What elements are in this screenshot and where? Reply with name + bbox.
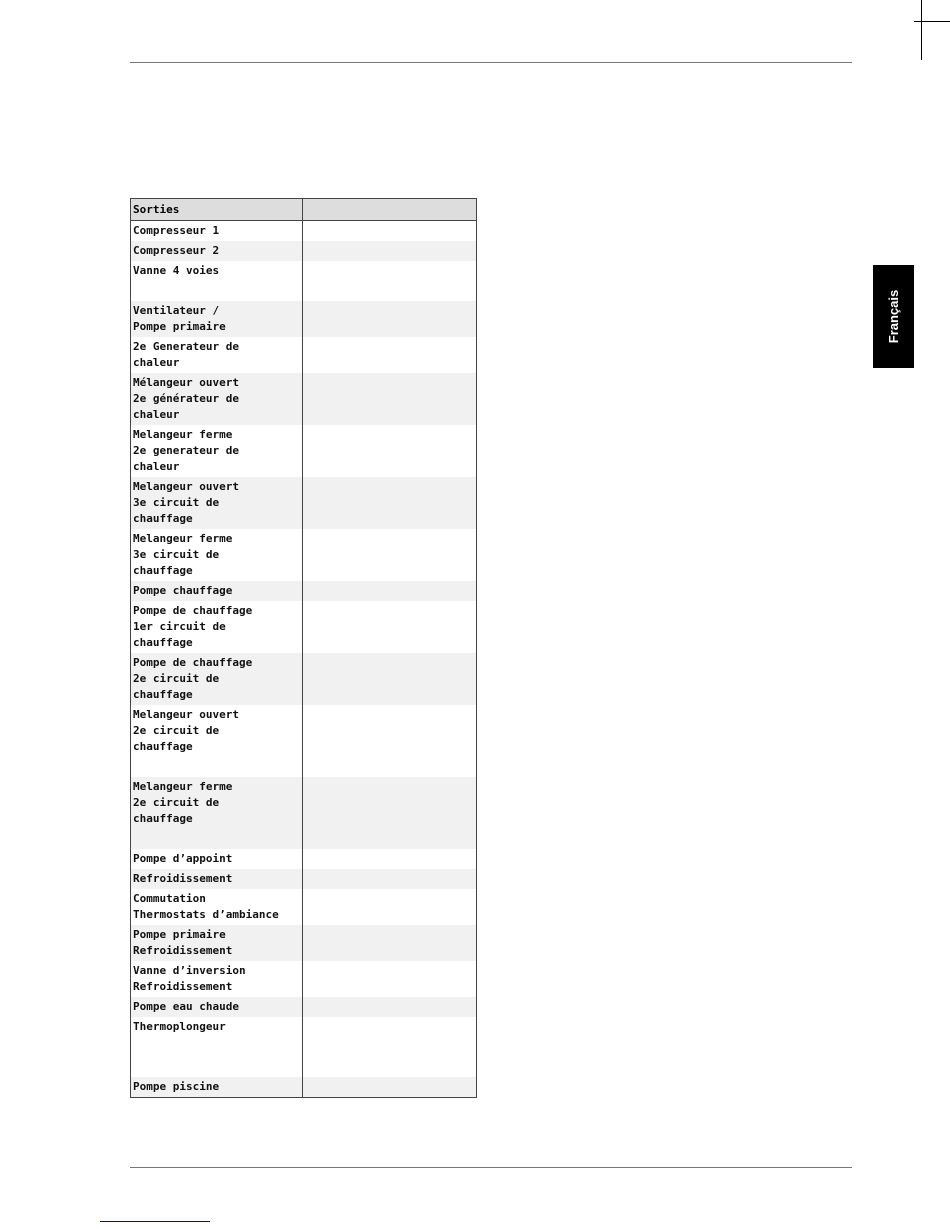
- row-label: Pompe d’appoint: [131, 849, 303, 869]
- table-row: [131, 705, 477, 777]
- crop-mark-horizontal: [914, 21, 950, 22]
- table-row: [131, 425, 477, 477]
- table-row: [131, 925, 477, 961]
- row-label: Vanne 4 voies: [131, 261, 303, 301]
- row-label: Pompe piscine: [131, 1077, 303, 1098]
- row-value: [303, 425, 477, 477]
- footer-rule: [130, 1167, 852, 1168]
- row-value: [303, 1077, 477, 1098]
- row-label: 2e Generateur de chaleur: [131, 337, 303, 373]
- row-label: Melangeur ferme 2e generateur de chaleur: [131, 425, 303, 477]
- row-label: Pompe chauffage: [131, 581, 303, 601]
- table-row: [131, 261, 477, 301]
- row-value: [303, 373, 477, 425]
- row-value: [303, 869, 477, 889]
- row-value: [303, 777, 477, 849]
- table-row: [131, 961, 477, 997]
- row-value: [303, 889, 477, 925]
- row-value: [303, 1017, 477, 1077]
- header-blank: [303, 199, 477, 221]
- row-label: Melangeur ferme 2e circuit de chauffage: [131, 777, 303, 849]
- table-row: [131, 301, 477, 337]
- crop-mark-vertical: [921, 0, 922, 60]
- language-tab: [873, 265, 914, 368]
- row-label: Melangeur ouvert 3e circuit de chauffage: [131, 477, 303, 529]
- row-label: Refroidissement: [131, 869, 303, 889]
- table-row: [131, 241, 477, 261]
- table-row: [131, 337, 477, 373]
- row-value: [303, 529, 477, 581]
- table-header-row: [131, 199, 477, 221]
- row-value: [303, 601, 477, 653]
- table-row: [131, 373, 477, 425]
- row-label: Compresseur 2: [131, 241, 303, 261]
- header-rule: [130, 62, 852, 63]
- row-value: [303, 653, 477, 705]
- table-row: [131, 581, 477, 601]
- row-label: Thermoplongeur: [131, 1017, 303, 1077]
- table-row: [131, 653, 477, 705]
- row-value: [303, 581, 477, 601]
- table-row: [131, 997, 477, 1017]
- row-label: Pompe eau chaude: [131, 997, 303, 1017]
- table-row: [131, 221, 477, 242]
- table-row: [131, 869, 477, 889]
- header-outputs: Sorties: [131, 199, 303, 221]
- row-label: Vanne d’inversion Refroidissement: [131, 961, 303, 997]
- row-value: [303, 477, 477, 529]
- row-label: Melangeur ferme 3e circuit de chauffage: [131, 529, 303, 581]
- footer-link-underline: [100, 1221, 210, 1222]
- row-value: [303, 301, 477, 337]
- table-row: [131, 1017, 477, 1077]
- row-label: Melangeur ouvert 2e circuit de chauffage: [131, 705, 303, 777]
- table-row: [131, 849, 477, 869]
- table-row: [131, 601, 477, 653]
- row-label: Commutation Thermostats d’ambiance: [131, 889, 303, 925]
- table-row: [131, 1077, 477, 1098]
- row-label: Ventilateur / Pompe primaire: [131, 301, 303, 337]
- row-value: [303, 925, 477, 961]
- outputs-table: [130, 198, 477, 1098]
- row-label: Compresseur 1: [131, 221, 303, 242]
- language-tab-label: Français: [886, 289, 902, 344]
- table-row: [131, 889, 477, 925]
- row-value: [303, 849, 477, 869]
- table-row: [131, 529, 477, 581]
- table-row: [131, 477, 477, 529]
- row-value: [303, 705, 477, 777]
- row-label: Mélangeur ouvert 2e générateur de chaleur: [131, 373, 303, 425]
- row-value: [303, 261, 477, 301]
- row-value: [303, 221, 477, 242]
- row-label: Pompe primaire Refroidissement: [131, 925, 303, 961]
- row-label: Pompe de chauffage 1er circuit de chauffage: [131, 601, 303, 653]
- table-row: [131, 777, 477, 849]
- row-value: [303, 241, 477, 261]
- row-label: Pompe de chauffage 2e circuit de chauffage: [131, 653, 303, 705]
- row-value: [303, 337, 477, 373]
- row-value: [303, 997, 477, 1017]
- row-value: [303, 961, 477, 997]
